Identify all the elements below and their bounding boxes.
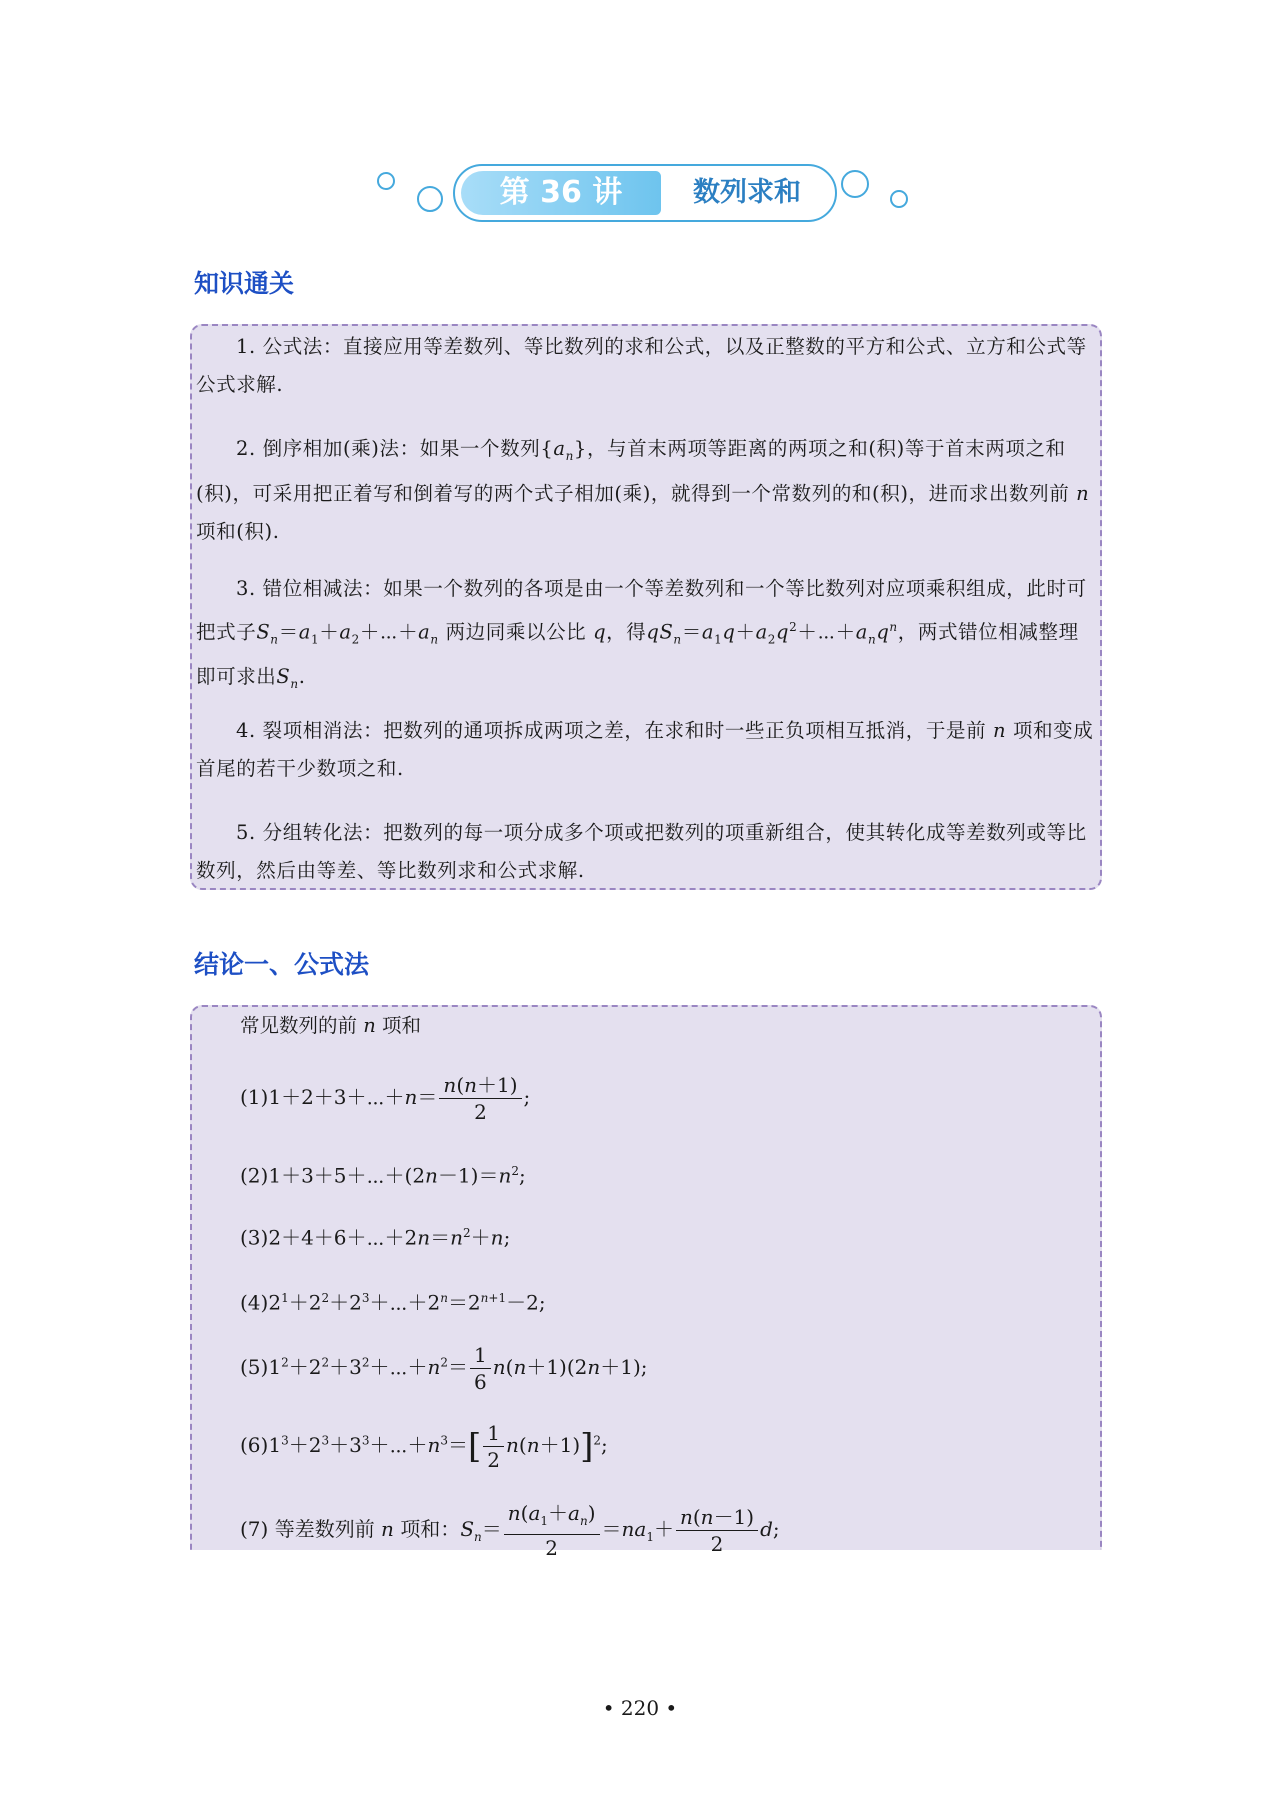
decor-bubble bbox=[841, 170, 869, 198]
formula-4: $(4)2^1+2^2+2^3+\cdots+2^n=2^{n+1}-2$; bbox=[240, 1290, 546, 1315]
formula-6: $(6)1^3+2^3+3^3+\cdots+n^3=$[ $\frac{1}{2}$ n(n＋1)]$^2$; bbox=[240, 1421, 608, 1472]
knowledge-item-5: 5. 分组转化法：把数列的每一项分成多个项或把数列的项重新组合，使其转化成等差数列或等比数列，然后由等差、等比数列求和公式求解. bbox=[196, 821, 1087, 882]
lecture-label: 第 36 讲 bbox=[461, 171, 661, 215]
formula-7: (7) 等差数列前 n 项和：$S_n=$ $\frac{n(a_1+a_n)}{2}$ $=na_1+$ $\frac{n(n-1)}{2}$ d; bbox=[240, 1501, 780, 1560]
formula-1: (1)1＋2＋3＋⋯＋n＝ $\frac{n(n+1)}{2}$ ; bbox=[240, 1073, 531, 1124]
lecture-title: 数列求和 bbox=[693, 177, 801, 208]
formula-2: $(2)1+3+5+\cdots+(2n-1)=n^2$; bbox=[240, 1163, 526, 1188]
decor-bubble bbox=[890, 190, 908, 208]
section-heading-knowledge: 知识通关 bbox=[194, 269, 295, 298]
conclusion1-intro: 常见数列的前 n 项和 bbox=[240, 1014, 421, 1037]
decor-bubble bbox=[377, 172, 395, 190]
formula-5: $(5)1^2+2^2+3^2+\cdots+n^2=$ $\frac{1}{6}$ n(n＋1)(2n＋1); bbox=[240, 1343, 648, 1394]
lecture-banner bbox=[453, 164, 837, 222]
formula-3: $(3)2+4+6+\cdots+2n=n^2+n$; bbox=[240, 1225, 511, 1250]
knowledge-item-1: 1. 公式法：直接应用等差数列、等比数列的求和公式，以及正整数的平方和公式、立方和公式等公式求解. bbox=[196, 335, 1087, 396]
knowledge-item-2: 2. 倒序相加(乘)法：如果一个数列$\{a_n\}$，与首末两项等距离的两项之和(积)等于首末两项之和(积)，可采用把正着写和倒着写的两个式子相加(乘)，就得到一个常数列的和(积)，进而求出数列前 n 项和(积). bbox=[196, 437, 1090, 543]
knowledge-item-3: 3. 错位相减法：如果一个数列的各项是由一个等差数列和一个等比数列对应项乘积组成，此时可把式子$S_n=a_1+a_2+\cdots+a_n$ 两边同乘以公比 q，得$qS_n=a_1q+a_2q^2+\cdots+a_nq^n$，两式错位相减整理即可求出$S_n$. bbox=[196, 577, 1087, 692]
page-number: • 220 • bbox=[602, 1696, 678, 1720]
section-heading-conclusion1: 结论一、公式法 bbox=[194, 950, 370, 979]
decor-bubble bbox=[417, 186, 443, 212]
knowledge-item-4: 4. 裂项相消法：把数列的通项拆成两项之差，在求和时一些正负项相互抵消，于是前 n 项和变成首尾的若干少数项之和. bbox=[196, 719, 1094, 780]
